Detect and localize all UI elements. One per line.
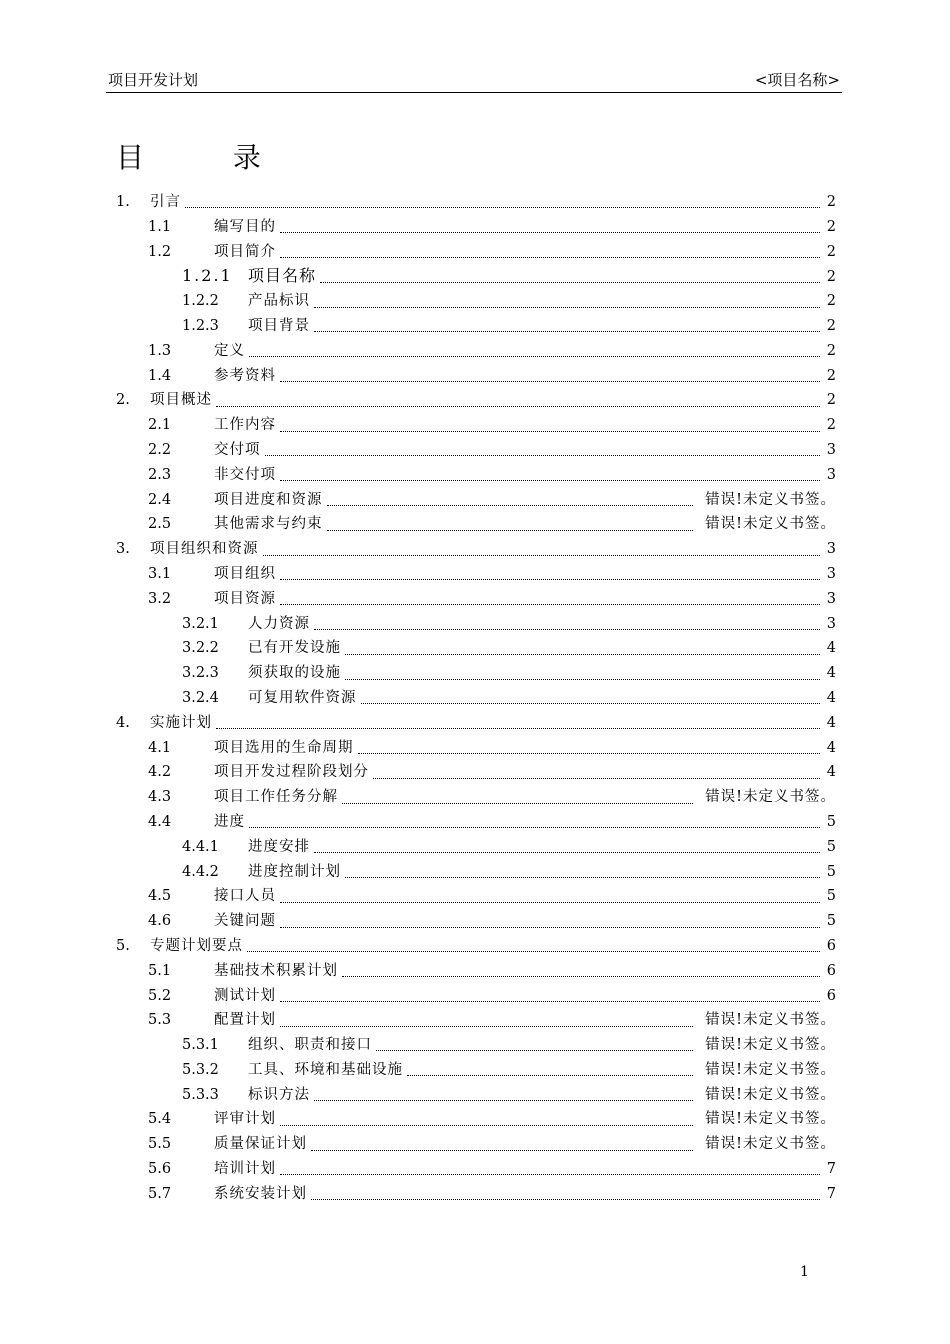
toc-entry-title: 项目组织 xyxy=(214,565,276,582)
toc-entry-page: 2 xyxy=(826,243,836,260)
toc-entry-page: 2 xyxy=(826,194,836,210)
toc-leader-dots xyxy=(249,826,820,828)
toc-entry-page: 3 xyxy=(826,590,836,607)
toc-entry-number: 1.3 xyxy=(148,342,172,359)
toc-entry-page: 错误!未定义书签。 xyxy=(705,1111,836,1128)
toc-entry[interactable] xyxy=(116,1083,836,1108)
toc-leader-dots xyxy=(345,678,820,680)
toc-entry-page: 2 xyxy=(826,417,836,434)
toc-entry[interactable] xyxy=(116,909,836,934)
toc-entry[interactable] xyxy=(116,612,836,637)
toc-entry-number: 1.4 xyxy=(148,367,172,384)
toc-entry-page: 2 xyxy=(826,218,836,235)
toc-entry-title: 评审计划 xyxy=(214,1111,276,1128)
toc-leader-dots xyxy=(263,554,821,556)
toc-entry-number: 4.2 xyxy=(148,764,172,781)
toc-entry[interactable] xyxy=(116,388,836,413)
toc-entry-number: 2.4 xyxy=(148,491,172,508)
toc-entry[interactable] xyxy=(116,686,836,711)
toc-leader-dots xyxy=(280,430,820,432)
toc-entry-title: 质量保证计划 xyxy=(214,1136,307,1153)
toc-entry-number: 5.3.3 xyxy=(182,1086,219,1103)
header-project-name: <项目名称> xyxy=(754,71,840,89)
toc-entry-title: 测试计划 xyxy=(214,987,276,1004)
toc-entry-page: 2 xyxy=(826,269,836,286)
toc-entry-title: 进度安排 xyxy=(248,838,310,855)
toc-entry-page: 7 xyxy=(826,1185,836,1202)
toc-entry[interactable] xyxy=(116,364,836,389)
toc-entry[interactable] xyxy=(116,760,836,785)
toc-entry-page: 错误!未定义书签。 xyxy=(705,1086,836,1103)
toc-entry[interactable] xyxy=(116,289,836,314)
toc-entry-page: 5 xyxy=(826,888,836,905)
toc-leader-dots xyxy=(314,851,820,853)
toc-leader-dots xyxy=(342,975,820,977)
toc-entry-title: 专题计划要点 xyxy=(150,937,243,954)
toc-entry-page: 5 xyxy=(826,813,836,830)
toc-entry-number: 4.4.2 xyxy=(182,863,219,880)
toc-entry-page: 3 xyxy=(826,541,836,558)
toc-entry-page: 5 xyxy=(826,838,836,855)
toc-entry-number: 4.4.1 xyxy=(182,838,219,855)
toc-entry-number: 3.1 xyxy=(148,565,172,582)
toc-entry-page: 错误!未定义书签。 xyxy=(705,1037,836,1054)
toc-entry-title: 产品标识 xyxy=(248,293,310,310)
toc-entry[interactable] xyxy=(116,314,836,339)
toc-entry-number: 3.2.2 xyxy=(182,640,219,657)
toc-entry-title: 项目组织和资源 xyxy=(150,541,259,558)
toc-entry-title: 项目开发过程阶段划分 xyxy=(214,764,369,781)
toc-leader-dots xyxy=(280,231,820,233)
toc-entry[interactable] xyxy=(116,215,836,240)
toc-entry[interactable] xyxy=(116,537,836,562)
toc-entry-number: 5.3.1 xyxy=(182,1037,219,1054)
toc-entry-title: 标识方法 xyxy=(248,1086,310,1103)
page-number: 1 xyxy=(800,1264,809,1280)
toc-entry-title: 接口人员 xyxy=(214,888,276,905)
toc-entry-title: 配置计划 xyxy=(214,1012,276,1029)
toc-entry-page: 错误!未定义书签。 xyxy=(705,491,836,508)
toc-entry-title: 关键问题 xyxy=(214,913,276,930)
toc-entry-page: 3 xyxy=(826,615,836,632)
toc-leader-dots xyxy=(327,529,694,531)
toc-leader-dots xyxy=(280,578,820,580)
toc-entry-number: 5.4 xyxy=(148,1111,172,1128)
toc-entry-page: 6 xyxy=(826,962,836,979)
toc-leader-dots xyxy=(373,777,820,779)
toc-entry[interactable] xyxy=(116,190,836,215)
toc-leader-dots xyxy=(358,752,821,754)
toc-entry-number: 5.5 xyxy=(148,1136,172,1153)
toc-entry[interactable] xyxy=(116,1033,836,1058)
toc-entry-page: 3 xyxy=(826,441,836,458)
toc-entry-page: 5 xyxy=(826,913,836,930)
toc-entry-title: 系统安装计划 xyxy=(214,1185,307,1202)
toc-entry-title: 基础技术积累计划 xyxy=(214,962,338,979)
toc-entry-title: 项目进度和资源 xyxy=(214,491,323,508)
toc-entry-number: 5.7 xyxy=(148,1185,172,1202)
toc-leader-dots xyxy=(314,1099,693,1101)
toc-entry-title: 项目工作任务分解 xyxy=(214,789,338,806)
toc-entry-number: 2.5 xyxy=(148,516,172,533)
toc-entry-page: 4 xyxy=(826,640,836,657)
toc-entry-page: 2 xyxy=(826,293,836,310)
toc-entry-page: 4 xyxy=(826,689,836,706)
toc-entry-title: 项目选用的生命周期 xyxy=(214,739,354,756)
toc-leader-dots xyxy=(320,281,820,283)
toc-entry-number: 3. xyxy=(116,541,130,558)
toc-entry-title: 项目背景 xyxy=(248,317,310,334)
toc-entry-number: 4.4 xyxy=(148,813,172,830)
toc-entry-title: 培训计划 xyxy=(214,1161,276,1178)
toc-leader-dots xyxy=(342,802,693,804)
toc-leader-dots xyxy=(249,355,820,357)
toc-entry-number: 2.2 xyxy=(148,441,172,458)
toc-entry-page: 3 xyxy=(826,565,836,582)
toc-entry-title: 工作内容 xyxy=(214,417,276,434)
toc-entry-page: 2 xyxy=(826,317,836,334)
toc-entry-page: 7 xyxy=(826,1161,836,1178)
toc-entry-title: 项目资源 xyxy=(214,590,276,607)
toc-leader-dots xyxy=(280,1124,693,1126)
toc-entry-number: 5.2 xyxy=(148,987,172,1004)
toc-entry-number: 1.1 xyxy=(148,218,172,235)
toc-entry-page: 4 xyxy=(826,714,836,731)
toc-entry[interactable] xyxy=(116,413,836,438)
toc-entry-title: 已有开发设施 xyxy=(248,640,341,657)
toc-entry-number: 2.1 xyxy=(148,417,172,434)
toc-entry-title: 非交付项 xyxy=(214,466,276,483)
toc-leader-dots xyxy=(407,1074,693,1076)
toc-entry-title: 须获取的设施 xyxy=(248,665,341,682)
toc-leader-dots xyxy=(280,1173,820,1175)
toc-entry-title: 可复用软件资源 xyxy=(248,689,357,706)
toc-leader-dots xyxy=(314,330,820,332)
toc-entry-page: 3 xyxy=(826,466,836,483)
toc-entry[interactable] xyxy=(116,984,836,1009)
toc-leader-dots xyxy=(280,479,820,481)
toc-entry-title: 人力资源 xyxy=(248,615,310,632)
toc-leader-dots xyxy=(311,1198,820,1200)
toc-entry-number: 3.2 xyxy=(148,590,172,607)
toc-entry[interactable] xyxy=(116,934,836,959)
toc-entry[interactable] xyxy=(116,463,836,488)
toc-leader-dots xyxy=(216,727,820,729)
toc-entry[interactable] xyxy=(116,1182,836,1207)
toc-entry-number: 1.2 xyxy=(148,243,172,260)
toc-entry-title: 工具、环境和基础设施 xyxy=(248,1061,403,1078)
toc-leader-dots xyxy=(280,380,820,382)
toc-entry[interactable] xyxy=(116,264,836,289)
toc-leader-dots xyxy=(280,1000,820,1002)
toc-entry-number: 1.2.3 xyxy=(182,317,219,334)
toc-entry-number: 2. xyxy=(116,392,130,409)
toc-entry[interactable] xyxy=(116,711,836,736)
toc-entry-number: 4.6 xyxy=(148,913,172,930)
toc-entry-number: 1. xyxy=(116,194,130,210)
toc-entry[interactable] xyxy=(116,860,836,885)
toc-entry-number: 5.6 xyxy=(148,1161,172,1178)
toc-leader-dots xyxy=(280,256,820,258)
toc-entry-page: 错误!未定义书签。 xyxy=(705,1061,836,1078)
toc-entry[interactable] xyxy=(116,835,836,860)
toc-leader-dots xyxy=(185,206,820,208)
toc-entry-number: 4.5 xyxy=(148,888,172,905)
toc-entry[interactable] xyxy=(116,240,836,265)
toc-leader-dots xyxy=(280,926,820,928)
toc-entry[interactable] xyxy=(116,959,836,984)
toc-entry-title: 其他需求与约束 xyxy=(214,516,323,533)
toc-leader-dots xyxy=(345,876,820,878)
page-header xyxy=(106,66,842,93)
toc-entry[interactable] xyxy=(116,1132,836,1157)
toc-entry[interactable] xyxy=(116,339,836,364)
toc-entry-page: 错误!未定义书签。 xyxy=(705,1136,836,1153)
toc-entry-page: 4 xyxy=(826,739,836,756)
toc-entry-title: 编写目的 xyxy=(214,218,276,235)
toc-entry-number: 2.3 xyxy=(148,466,172,483)
toc-entry-title: 引言 xyxy=(150,194,181,210)
toc-entry-number: 4.3 xyxy=(148,789,172,806)
header-doc-title: 项目开发计划 xyxy=(108,71,199,89)
toc-entry-page: 5 xyxy=(826,863,836,880)
toc-entry-page: 2 xyxy=(826,342,836,359)
toc-entry-title: 实施计划 xyxy=(150,714,212,731)
toc-entry-number: 5.3.2 xyxy=(182,1061,219,1078)
toc-leader-dots xyxy=(280,603,820,605)
toc-entry-page: 2 xyxy=(826,367,836,384)
toc-entry[interactable] xyxy=(116,661,836,686)
toc-entry-number: 1.2.1 xyxy=(182,266,233,286)
toc-leader-dots xyxy=(280,1025,693,1027)
toc-entry-page: 2 xyxy=(826,392,836,409)
toc-entry-number: 3.2.4 xyxy=(182,689,219,706)
toc-entry[interactable] xyxy=(116,736,836,761)
toc-entry[interactable] xyxy=(116,810,836,835)
toc-entry-title: 参考资料 xyxy=(214,367,276,384)
toc-entry-number: 5.1 xyxy=(148,962,172,979)
toc-entry-number: 4.1 xyxy=(148,739,172,756)
table-of-contents xyxy=(116,190,836,1207)
toc-leader-dots xyxy=(216,405,820,407)
toc-entry-title: 交付项 xyxy=(214,441,261,458)
toc-entry-number: 5. xyxy=(116,937,130,954)
toc-entry-number: 5.3 xyxy=(148,1012,172,1029)
toc-leader-dots xyxy=(376,1049,693,1051)
toc-entry-title: 项目名称 xyxy=(248,266,317,286)
toc-entry-title: 项目概述 xyxy=(150,392,212,409)
toc-entry-title: 定义 xyxy=(214,342,245,359)
toc-entry-number: 3.2.3 xyxy=(182,665,219,682)
toc-entry-page: 6 xyxy=(826,987,836,1004)
toc-entry-number: 1.2.2 xyxy=(182,293,219,310)
toc-entry[interactable] xyxy=(116,1058,836,1083)
toc-leader-dots xyxy=(314,628,820,630)
toc-leader-dots xyxy=(265,454,821,456)
toc-entry-page: 错误!未定义书签。 xyxy=(705,516,836,533)
toc-leader-dots xyxy=(311,1149,693,1151)
toc-leader-dots xyxy=(345,653,820,655)
toc-leader-dots xyxy=(314,306,820,308)
toc-entry[interactable] xyxy=(116,1157,836,1182)
toc-entry[interactable] xyxy=(116,1107,836,1132)
toc-entry-page: 4 xyxy=(826,665,836,682)
toc-entry[interactable] xyxy=(116,488,836,513)
toc-entry[interactable] xyxy=(116,512,836,537)
toc-entry[interactable] xyxy=(116,587,836,612)
toc-entry[interactable] xyxy=(116,636,836,661)
toc-heading: 目 录 xyxy=(116,141,301,174)
toc-entry[interactable] xyxy=(116,1008,836,1033)
toc-leader-dots xyxy=(280,901,820,903)
toc-entry-page: 错误!未定义书签。 xyxy=(705,1012,836,1029)
toc-entry-title: 进度控制计划 xyxy=(248,863,341,880)
toc-leader-dots xyxy=(361,702,821,704)
toc-entry[interactable] xyxy=(116,438,836,463)
toc-entry-page: 6 xyxy=(826,937,836,954)
toc-entry-title: 进度 xyxy=(214,813,245,830)
toc-entry-title: 组织、职责和接口 xyxy=(248,1037,372,1054)
toc-entry[interactable] xyxy=(116,884,836,909)
toc-entry[interactable] xyxy=(116,562,836,587)
toc-leader-dots xyxy=(247,950,820,952)
toc-entry[interactable] xyxy=(116,785,836,810)
toc-leader-dots xyxy=(327,504,694,506)
toc-entry-title: 项目简介 xyxy=(214,243,276,260)
toc-entry-number: 3.2.1 xyxy=(182,615,219,632)
toc-entry-number: 4. xyxy=(116,714,130,731)
toc-entry-page: 错误!未定义书签。 xyxy=(705,789,836,806)
toc-entry-page: 4 xyxy=(826,764,836,781)
